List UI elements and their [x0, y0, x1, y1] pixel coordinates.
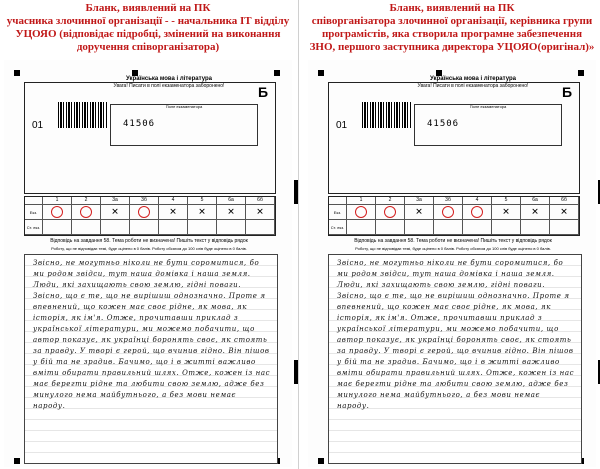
essay-area [328, 254, 582, 464]
grid-cell [521, 205, 550, 220]
grid-cell [130, 220, 159, 235]
essay-text: Звісно, не могутньо ніколи не бути соромитися, бо ми родом звідси, тут наша домівка і наша земля. Люди, які захищають свою землю, гідні поваги. Звісно, що є те, що не вирішиш однозначно. Проте я впевнений, що кожен має своє рідне, як мова, як історія, як ім'я. Отже, прочитавши приклад з української літератури, ми можемо побачити, що автор показує, як українці боронять своє, як стоять за правду. У творі є герой, що вчинив гідно. Він пішов у бій та не зрадив. Бачимо, що і в житті важливо вміти обирати правильний шлях. Отже, кожен із нас має берегти рідне та любити свою землю, адже без минулого нема майбутнього, а без мови немає народу. [33, 259, 271, 410]
left-caption-line: Бланк, виявлений на ПК [85, 2, 211, 14]
score-circle-mark [355, 206, 367, 218]
grid-row-label: Ст. екз. [25, 220, 43, 235]
answer-note: Роботу, що не відповідає темі, буде оцінено в 0 балів. Роботу обсягом до 100 слів буде оцінено в 0 балів. [355, 246, 551, 251]
grid-header: 6б [550, 197, 579, 205]
grid-cell [463, 205, 492, 220]
grid-header: 3б [130, 197, 159, 205]
grid-header: 6а [217, 197, 246, 205]
registration-mark [318, 70, 324, 76]
score-x-mark: ✕ [227, 206, 235, 217]
grid-header: 4 [159, 197, 188, 205]
examiner-field [110, 104, 258, 146]
score-x-mark: ✕ [169, 206, 177, 217]
answer-caption: Відповідь на завдання 58. Тема роботи не визначена! Пишіть текст у відповідь рядок [50, 238, 248, 244]
panel-divider [298, 0, 303, 469]
grid-corner [329, 197, 347, 205]
grid-header: 5 [492, 197, 521, 205]
grid-header: 3а [101, 197, 130, 205]
grid-cell [246, 220, 275, 235]
right-caption [306, 2, 598, 58]
grid-cell [101, 220, 130, 235]
registration-mark [318, 458, 324, 464]
form-number: 41506 [123, 119, 156, 129]
grid-header: 3а [405, 197, 434, 205]
score-grid [24, 196, 276, 236]
grid-header: 3б [434, 197, 463, 205]
right-answer-sheet [308, 60, 596, 467]
grid-header: 2 [72, 197, 101, 205]
left-caption-line: УЦОЯО (відповідає підробці, змінений на виконання [15, 28, 281, 40]
registration-mark [578, 70, 584, 76]
grid-cell [347, 205, 376, 220]
score-circle-mark [384, 206, 396, 218]
variant-letter: Б [562, 84, 573, 100]
score-x-mark: ✕ [531, 206, 539, 217]
right-caption-line: програмістів, яка створила програмне забезпечення [321, 28, 583, 40]
registration-mark [14, 70, 20, 76]
right-panel [304, 0, 600, 469]
right-caption-line: Бланк, виявлений на ПК [389, 2, 515, 14]
grid-cell [159, 205, 188, 220]
grid-cell [217, 205, 246, 220]
variant-letter: Б [258, 84, 269, 100]
score-x-mark: ✕ [111, 206, 119, 217]
subject-title: Українська мова і література [126, 76, 212, 82]
registration-mark [14, 458, 20, 464]
left-answer-sheet [4, 60, 292, 467]
score-circle-mark [138, 206, 150, 218]
grid-cell [376, 220, 405, 235]
grid-header: 2 [376, 197, 405, 205]
grid-cell [463, 220, 492, 235]
grid-cell [188, 220, 217, 235]
score-circle-mark [471, 206, 483, 218]
essay-area [24, 254, 278, 464]
grid-row-label: Екз. [25, 205, 43, 220]
grid-cell [188, 205, 217, 220]
grid-cell [405, 205, 434, 220]
grid-header: 6б [246, 197, 275, 205]
score-x-mark: ✕ [256, 206, 264, 217]
grid-corner [25, 197, 43, 205]
score-x-mark: ✕ [560, 206, 568, 217]
left-caption [2, 2, 294, 58]
grid-cell [159, 220, 188, 235]
grid-cell [550, 220, 579, 235]
grid-cell [550, 205, 579, 220]
grid-cell [347, 220, 376, 235]
left-caption-line: учасника злочинної організації - - начальника ІТ відділу [6, 15, 290, 27]
score-circle-mark [51, 206, 63, 218]
left-caption-line: доручення співорганізатора) [76, 41, 220, 53]
examiner-field-caption: Поле екзаменатора [469, 104, 507, 109]
right-caption-line: співорганізатора злочинної організації, керівника групи [311, 15, 593, 27]
subject-title: Українська мова і література [430, 76, 516, 82]
form-number: 41506 [427, 119, 460, 129]
grid-row-label: Екз. [329, 205, 347, 220]
barcode [58, 102, 108, 128]
answer-caption: Відповідь на завдання 58. Тема роботи не визначена! Пишіть текст у відповідь рядок [354, 238, 552, 244]
score-grid [328, 196, 580, 236]
grid-header: 1 [347, 197, 376, 205]
score-x-mark: ✕ [415, 206, 423, 217]
grid-cell [43, 220, 72, 235]
examiner-field [414, 104, 562, 146]
grid-header: 5 [188, 197, 217, 205]
barcode [362, 102, 412, 128]
grid-cell [434, 220, 463, 235]
essay-text: Звісно, не могутньо ніколи не бути соромитися, бо ми родом звідси, тут наша домівка і наша земля. Люди, які захищають свою землю, гідні поваги. Звісно, що є те, що не вирішиш однозначно. Проте я впевнений, що кожен має своє рідне, як мова, як історія, як ім'я. Отже, прочитавши приклад з української літератури, ми можемо побачити, що автор показує, як українці боронять своє, як стоять за правду. У творі є герой, що вчинив гідно. Він пішов у бій та не зрадив. Бачимо, що і в житті важливо вміти обирати правильний шлях. Отже, кожен із нас має берегти рідне та любити свою землю, адже без минулого нема майбутнього, а без мови немає народу. [337, 259, 575, 410]
grid-cell [405, 220, 434, 235]
subject-subtitle: Увага! Писати в полі екзаменатора заборонено! [113, 83, 225, 89]
grid-cell [72, 205, 101, 220]
score-x-mark: ✕ [502, 206, 510, 217]
grid-cell [217, 220, 246, 235]
grid-cell [376, 205, 405, 220]
grid-row-label: Ст. екз. [329, 220, 347, 235]
grid-cell [72, 220, 101, 235]
grid-cell [246, 205, 275, 220]
grid-header: 6а [521, 197, 550, 205]
answer-note: Роботу, що не відповідає темі, буде оцінено в 0 балів. Роботу обсягом до 100 слів буде оцінено в 0 балів. [51, 246, 247, 251]
grid-cell [492, 205, 521, 220]
right-caption-line: ЗНО, першого заступника директора УЦОЯО(оригінал)» [309, 41, 595, 53]
grid-cell [434, 205, 463, 220]
form-code: 01 [32, 120, 44, 131]
grid-cell [492, 220, 521, 235]
score-circle-mark [80, 206, 92, 218]
score-x-mark: ✕ [198, 206, 206, 217]
grid-cell [43, 205, 72, 220]
score-circle-mark [442, 206, 454, 218]
subject-subtitle: Увага! Писати в полі екзаменатора заборонено! [417, 83, 529, 89]
registration-mark [274, 70, 280, 76]
examiner-field-caption: Поле екзаменатора [165, 104, 203, 109]
grid-header: 4 [463, 197, 492, 205]
left-panel [0, 0, 296, 469]
grid-cell [130, 205, 159, 220]
grid-cell [521, 220, 550, 235]
grid-header: 1 [43, 197, 72, 205]
grid-cell [101, 205, 130, 220]
form-code: 01 [336, 120, 348, 131]
